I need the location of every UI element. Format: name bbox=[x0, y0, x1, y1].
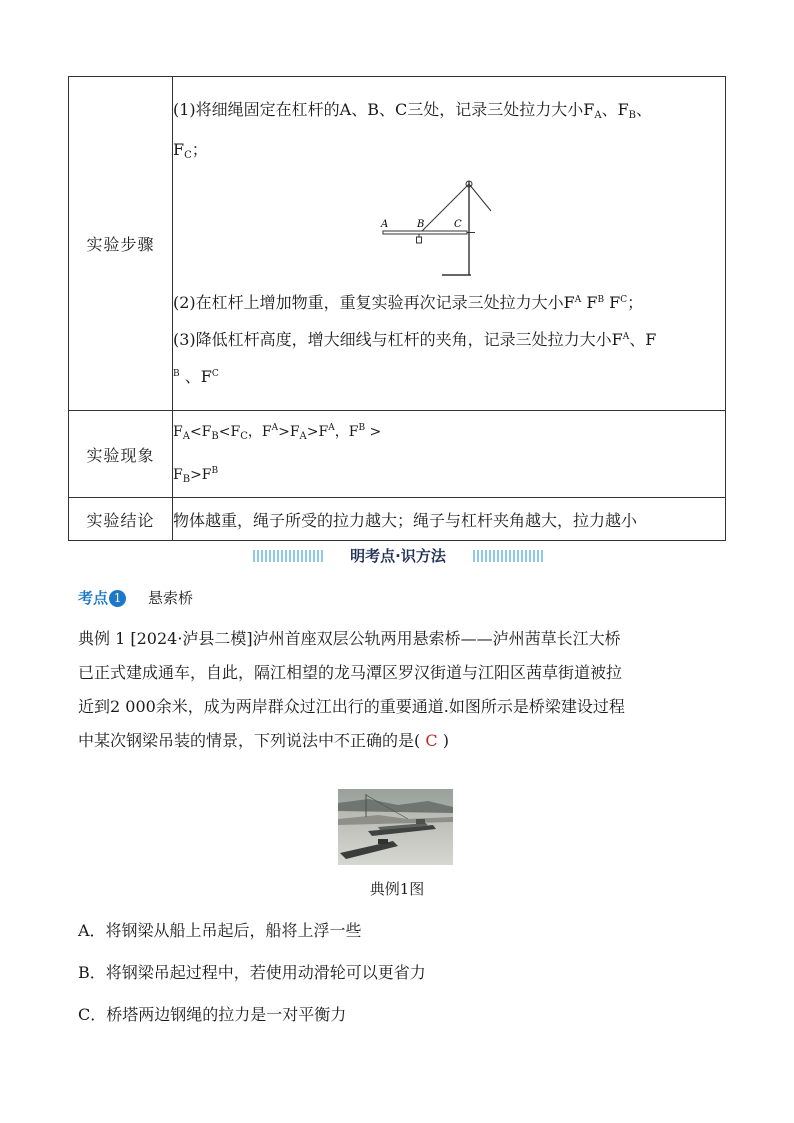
row-steps bbox=[69, 77, 726, 411]
steps-content bbox=[173, 77, 726, 411]
example-paragraph bbox=[78, 622, 728, 758]
kaodian-tag: 考点 bbox=[78, 589, 109, 607]
example-line-3: 近到2 000余米，成为两岸群众过江出行的重要通道.如图所示是桥梁建设过程 bbox=[78, 697, 625, 716]
figure-caption: 典例1图 bbox=[369, 880, 425, 898]
step2-line: (2)在杠杆上增加物重，重复实验再次记录三处拉力大小$F^A$ $F^B$ $F^C$； bbox=[173, 293, 644, 312]
bridge-photo-illustration bbox=[338, 789, 453, 865]
phenomena-content bbox=[173, 411, 726, 498]
row-conclusion bbox=[69, 498, 726, 541]
answer-mark: C bbox=[425, 731, 438, 750]
label-a: A bbox=[381, 219, 389, 230]
bridge-photo bbox=[338, 789, 453, 865]
weight bbox=[417, 237, 422, 243]
phenomena-line2: $F_B>F^B$ bbox=[173, 466, 219, 485]
rope bbox=[422, 184, 469, 231]
example-line-4: 中某次钢梁吊装的情景，下列说法中不正确的是( C ) bbox=[78, 731, 449, 750]
label-b: B bbox=[417, 219, 425, 230]
row-label-conclusion: 实验结论 bbox=[69, 498, 173, 541]
kaodian-number-badge: 1 bbox=[109, 590, 126, 607]
row-phenomena bbox=[69, 411, 726, 498]
example-line-1: 典例 1 [2024·泸县二模]泸州首座双层公轨两用悬索桥——泸州茜草长江大桥 bbox=[78, 629, 621, 648]
banner-title: 明考点·识方法 bbox=[350, 547, 446, 565]
example-line-2: 已正式建成通车，自此，隔江相望的龙马潭区罗汉街道与江阳区茜草街道被拉 bbox=[78, 663, 623, 682]
kaodian-heading bbox=[78, 587, 193, 609]
option-b: B．将钢梁吊起过程中，若使用动滑轮可以更省力 bbox=[78, 963, 426, 982]
phenomena-line1: $F_A<F_B<F_C$，$F^A>F_A>F^A$，$F^B$ > bbox=[173, 423, 382, 442]
rope-end bbox=[469, 184, 491, 211]
section-banner bbox=[253, 545, 543, 567]
step3-line2: $^B$ 、$F^C$ bbox=[173, 367, 219, 386]
row-label-phenomena: 实验现象 bbox=[69, 411, 173, 498]
step3-line1: (3)降低杠杆高度，增大细线与杠杆的夹角，记录三处拉力大小$F^A$、F bbox=[173, 330, 657, 349]
experiment-table bbox=[68, 76, 726, 541]
option-a: A．将钢梁从船上吊起后，船将上浮一些 bbox=[78, 921, 362, 940]
step1-line2: $F_C$； bbox=[173, 140, 208, 161]
label-c: C bbox=[454, 219, 462, 230]
option-c: C．桥塔两边钢绳的拉力是一对平衡力 bbox=[78, 1005, 347, 1024]
kaodian-name: 悬索桥 bbox=[148, 589, 194, 607]
lever bbox=[383, 231, 467, 234]
conclusion-content: 物体越重，绳子所受的拉力越大；绳子与杠杆夹角越大，拉力越小 bbox=[173, 498, 726, 541]
step1-line1: (1)将细绳固定在杠杆的A、B、C三处，记录三处拉力大小$F_A$、$F_B$、 bbox=[173, 100, 653, 121]
row-label-steps: 实验步骤 bbox=[69, 77, 173, 411]
lever-diagram bbox=[379, 173, 519, 283]
